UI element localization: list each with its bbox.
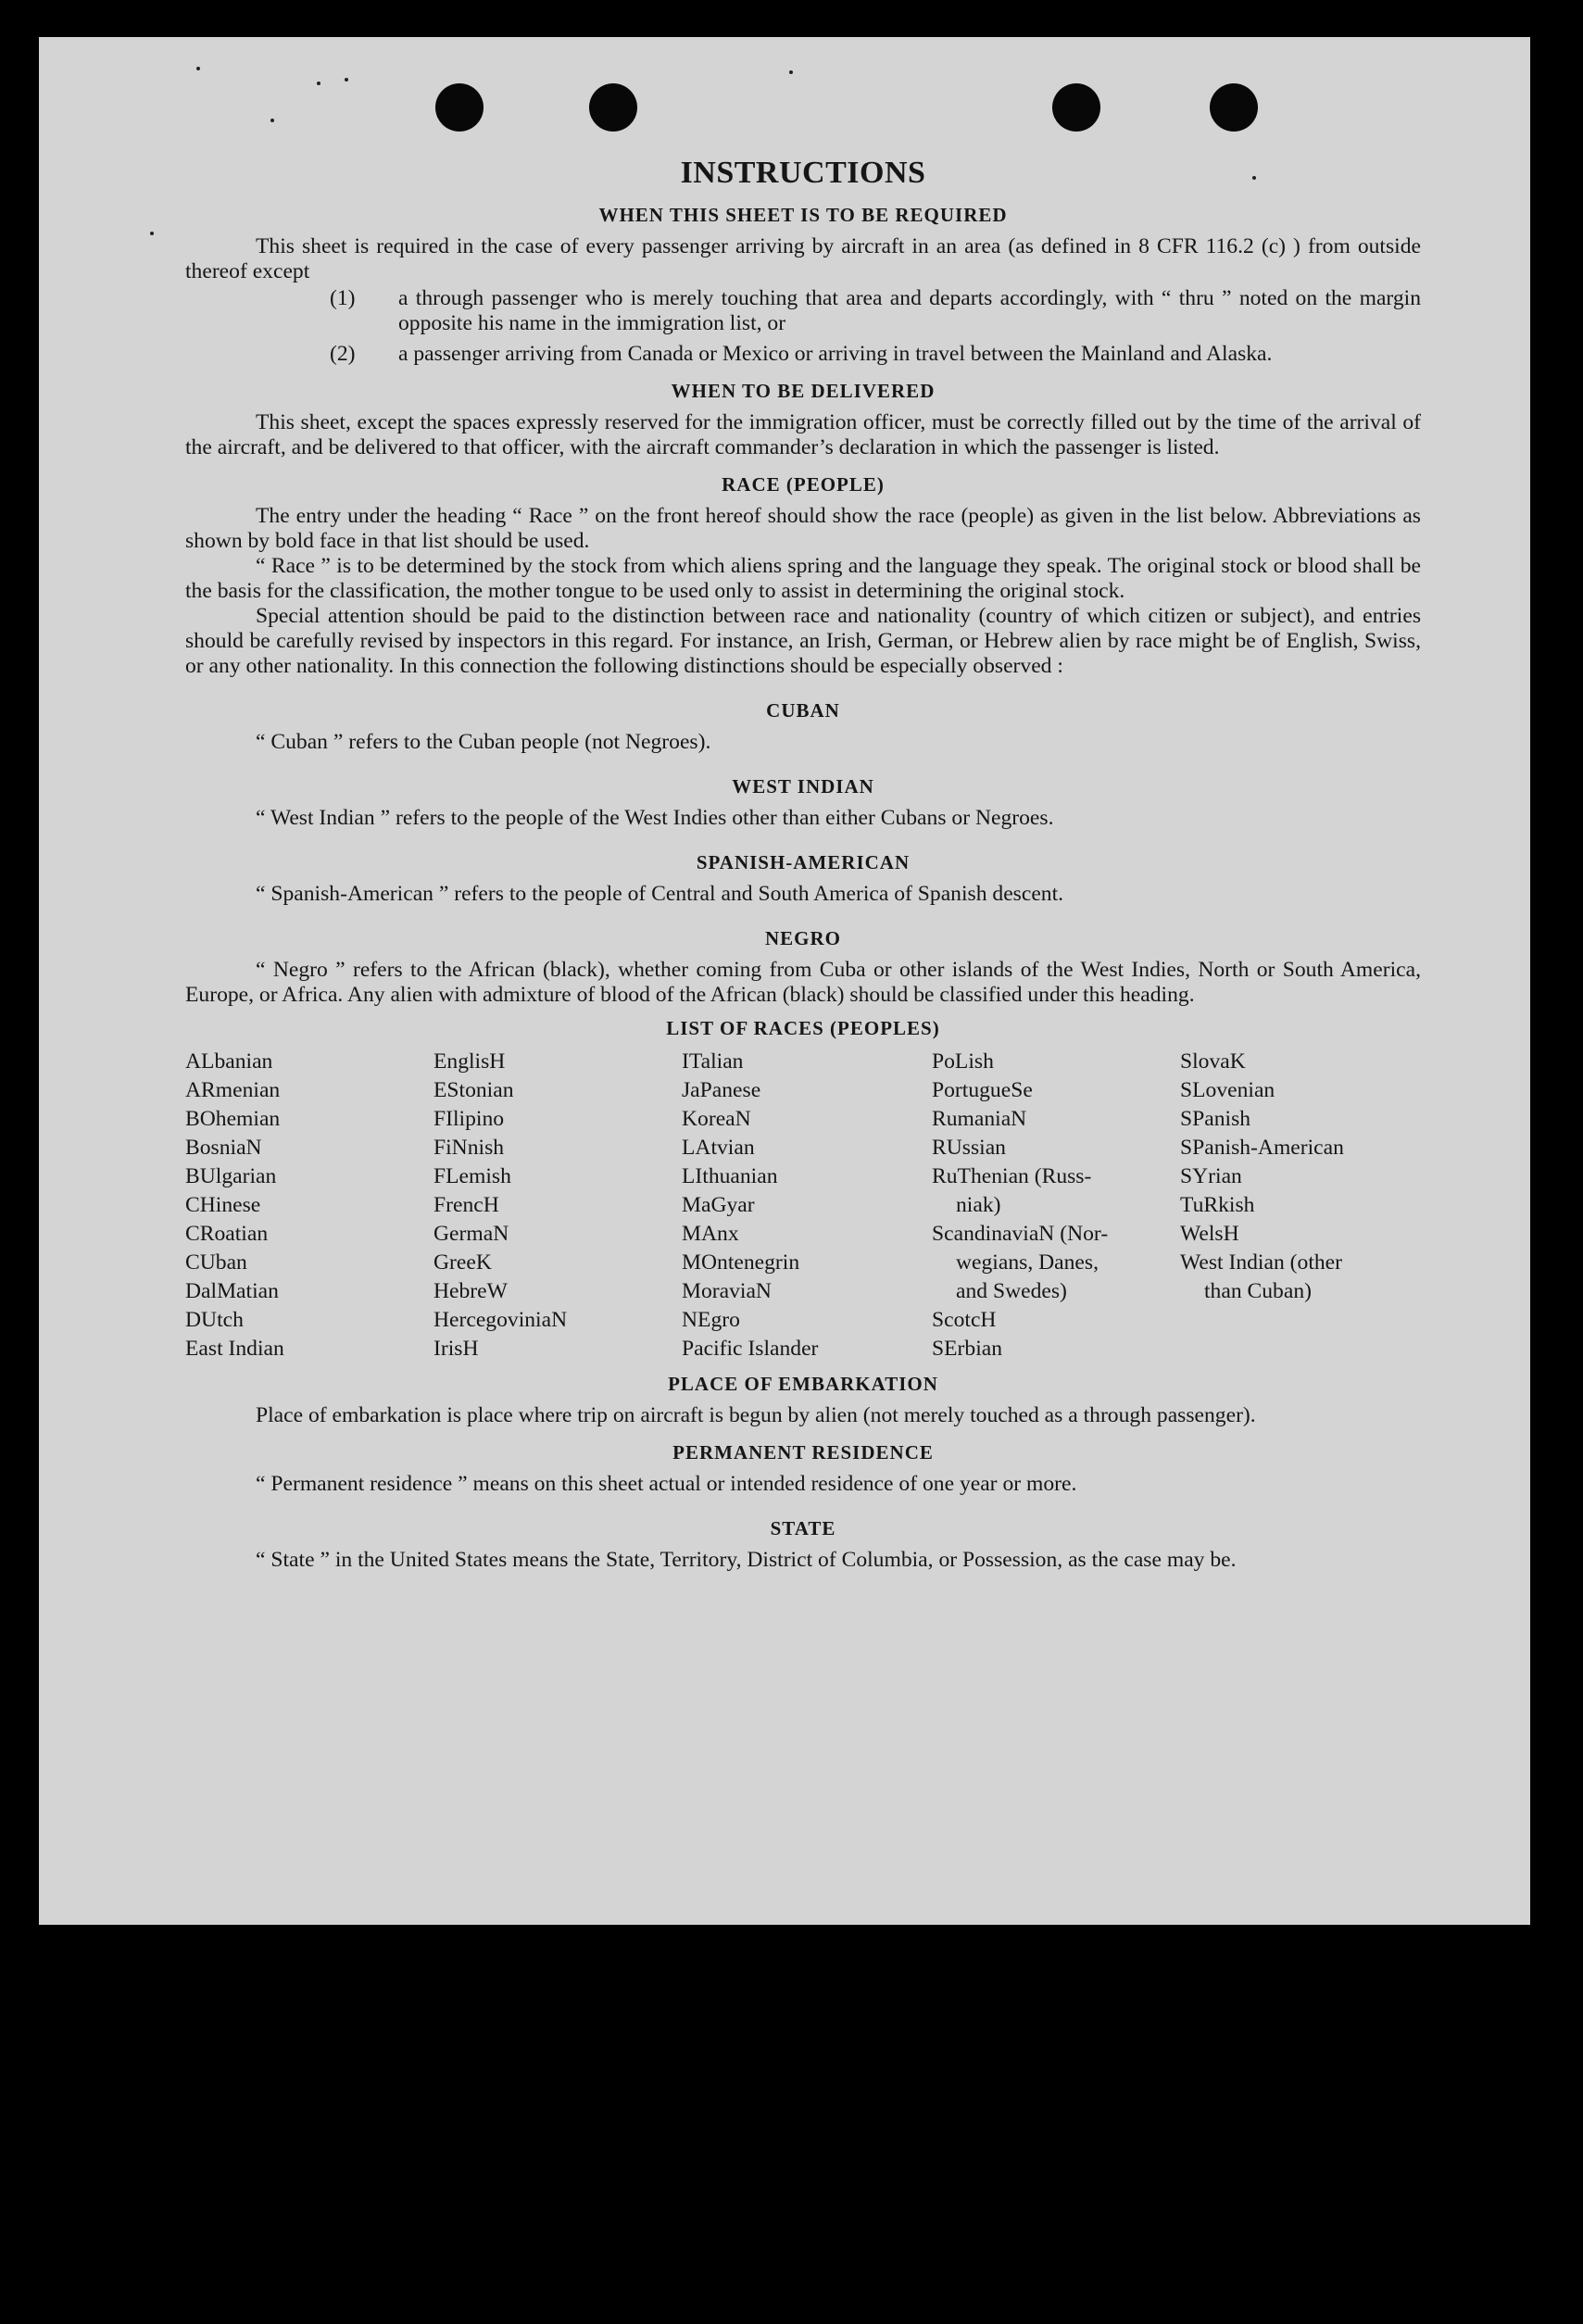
race-entry: MAnx bbox=[682, 1222, 739, 1246]
race-entry: MoraviaN bbox=[682, 1279, 772, 1303]
punch-hole bbox=[1210, 83, 1258, 132]
punch-hole bbox=[589, 83, 637, 132]
race-entry: CHinese bbox=[185, 1193, 261, 1217]
negro-definition: “ Negro ” refers to the African (black), whether coming from Cuba or other islands of the West Indies, North or South America, Europe, or Africa. Any alien with admixture of blood of the African (black) should be classified under this heading. bbox=[185, 958, 1421, 1007]
document-sheet bbox=[39, 37, 1530, 1925]
race-entry: NEgro bbox=[682, 1308, 740, 1332]
section-heading-embarkation: PLACE OF EMBARKATION bbox=[668, 1373, 938, 1395]
race-entry: ARmenian bbox=[185, 1078, 281, 1102]
race-column-5 bbox=[1180, 1048, 1421, 1363]
race-entry: GermaN bbox=[433, 1222, 509, 1246]
race-column-3 bbox=[682, 1048, 932, 1363]
punch-hole bbox=[435, 83, 484, 132]
instructions-content bbox=[185, 156, 1421, 1573]
race-entry: JaPanese bbox=[682, 1078, 761, 1102]
race-list-heading: LIST OF RACES (PEOPLES) bbox=[666, 1017, 940, 1039]
race-entry: HebreW bbox=[433, 1279, 508, 1303]
section-heading-residence: PERMANENT RESIDENCE bbox=[672, 1441, 934, 1463]
race-entry: FiNnish bbox=[433, 1136, 505, 1160]
race-entry: LIthuanian bbox=[682, 1164, 778, 1188]
race-entry: BUlgarian bbox=[185, 1164, 277, 1188]
race-entry: MaGyar bbox=[682, 1193, 755, 1217]
race-entry-continuation: wegians, Danes, bbox=[956, 1250, 1099, 1275]
race-column-4 bbox=[932, 1048, 1180, 1363]
exception-text: a through passenger who is merely touching that area and departs accordingly, with “ thru ” noted on the margin opposite his name in the immigration list, or bbox=[398, 286, 1421, 335]
race-entry: SYrian bbox=[1180, 1164, 1242, 1188]
exception-item-1 bbox=[185, 286, 1421, 336]
race-entry: ALbanian bbox=[185, 1049, 273, 1074]
scan-speck bbox=[345, 78, 348, 82]
section-heading-required: WHEN THIS SHEET IS TO BE REQUIRED bbox=[598, 204, 1008, 226]
race-entry: ScandinaviaN (Nor- bbox=[932, 1222, 1109, 1246]
section-heading-state: STATE bbox=[770, 1517, 836, 1539]
race-column-1 bbox=[185, 1048, 433, 1363]
race-entry: BosniaN bbox=[185, 1136, 262, 1160]
scan-speck bbox=[789, 70, 793, 74]
race-entry: WelsH bbox=[1180, 1222, 1239, 1246]
exception-number: (1) bbox=[330, 286, 356, 310]
punch-hole bbox=[1052, 83, 1100, 132]
race-entry: FIlipino bbox=[433, 1107, 505, 1131]
race-entry-continuation: niak) bbox=[956, 1193, 1001, 1217]
race-entry: SPanish bbox=[1180, 1107, 1251, 1131]
west-indian-definition: “ West Indian ” refers to the people of the West Indies other than either Cubans or Negroes. bbox=[256, 806, 1054, 830]
race-entry-continuation: than Cuban) bbox=[1204, 1279, 1312, 1303]
race-entry: EnglisH bbox=[433, 1049, 506, 1074]
race-entry: ITalian bbox=[682, 1049, 744, 1074]
race-entry: PoLish bbox=[932, 1049, 994, 1074]
scan-speck bbox=[150, 232, 154, 235]
race-entry: GreeK bbox=[433, 1250, 492, 1275]
race-entry: EStonian bbox=[433, 1078, 514, 1102]
required-paragraph: This sheet is required in the case of every passenger arriving by aircraft in an area (as defined in 8 CFR 116.2 (c) ) from outside thereof except bbox=[185, 234, 1421, 283]
scan-speck bbox=[196, 67, 200, 70]
race-entry: FrencH bbox=[433, 1193, 499, 1217]
race-entry: East Indian bbox=[185, 1337, 284, 1361]
race-entry: CRoatian bbox=[185, 1222, 269, 1246]
race-entry-continuation: and Swedes) bbox=[956, 1279, 1067, 1303]
race-paragraph-2: “ Race ” is to be determined by the stock from which aliens spring and the language they speak. The original stock or blood shall be the basis for the classification, the mother tongue to be used only to assist in determining the original stock. bbox=[185, 554, 1421, 603]
exception-item-2 bbox=[185, 342, 1421, 367]
residence-paragraph: “ Permanent residence ” means on this sheet actual or intended residence of one year or more. bbox=[256, 1472, 1077, 1496]
page-title: INSTRUCTIONS bbox=[680, 156, 926, 190]
race-entry: SPanish-American bbox=[1180, 1136, 1344, 1160]
race-entry: MOntenegrin bbox=[682, 1250, 800, 1275]
section-heading-cuban: CUBAN bbox=[766, 699, 840, 722]
race-entry: DUtch bbox=[185, 1308, 244, 1332]
race-paragraph-3: Special attention should be paid to the distinction between race and nationality (country of which citizen or subject), and entries should be carefully revised by inspectors in this regard. For instance, an Irish, German, or Hebrew alien by race might be of English, Swiss, or any other nationality. In this connection the following distinctions should be especially observed : bbox=[185, 604, 1421, 678]
section-heading-spanish-american: SPANISH-AMERICAN bbox=[696, 851, 911, 873]
race-entry: RuThenian (Russ- bbox=[932, 1164, 1092, 1188]
delivered-paragraph: This sheet, except the spaces expressly reserved for the immigration officer, must be correctly filled out by the time of the arrival of the aircraft, and be delivered to that officer, with the aircraft commander’s declaration in which the passenger is listed. bbox=[185, 410, 1421, 459]
state-paragraph: “ State ” in the United States means the State, Territory, District of Columbia, or Possession, as the case may be. bbox=[256, 1548, 1237, 1572]
race-list bbox=[185, 1048, 1421, 1363]
exception-number: (2) bbox=[330, 342, 356, 366]
cuban-definition: “ Cuban ” refers to the Cuban people (not Negroes). bbox=[256, 730, 711, 754]
race-entry: RumaniaN bbox=[932, 1107, 1027, 1131]
section-heading-delivered: WHEN TO BE DELIVERED bbox=[671, 380, 936, 402]
section-heading-race: RACE (PEOPLE) bbox=[722, 473, 885, 496]
race-entry: IrisH bbox=[433, 1337, 479, 1361]
race-entry: West Indian (other bbox=[1180, 1250, 1342, 1275]
race-entry: HercegoviniaN bbox=[433, 1308, 568, 1332]
race-entry: PortugueSe bbox=[932, 1078, 1033, 1102]
race-column-2 bbox=[433, 1048, 682, 1363]
spanish-american-definition: “ Spanish-American ” refers to the people of Central and South America of Spanish descent. bbox=[256, 882, 1064, 906]
scan-speck bbox=[317, 82, 320, 85]
section-heading-negro: NEGRO bbox=[764, 927, 841, 949]
race-entry: SlovaK bbox=[1180, 1049, 1246, 1074]
race-entry: BOhemian bbox=[185, 1107, 281, 1131]
race-entry: ScotcH bbox=[932, 1308, 997, 1332]
race-entry: DalMatian bbox=[185, 1279, 279, 1303]
race-entry: LAtvian bbox=[682, 1136, 755, 1160]
race-entry: FLemish bbox=[433, 1164, 511, 1188]
race-entry: SLovenian bbox=[1180, 1078, 1275, 1102]
race-paragraph-1: The entry under the heading “ Race ” on the front hereof should show the race (people) as given in the list below. Abbreviations as shown by bold face in that list should be used. bbox=[185, 504, 1421, 553]
embarkation-paragraph: Place of embarkation is place where trip on aircraft is begun by alien (not merely touched as a through passenger). bbox=[256, 1403, 1256, 1427]
race-entry: RUssian bbox=[932, 1136, 1006, 1160]
race-entry: KoreaN bbox=[682, 1107, 751, 1131]
race-entry: TuRkish bbox=[1180, 1193, 1255, 1217]
scan-speck bbox=[270, 119, 274, 122]
race-entry: SErbian bbox=[932, 1337, 1003, 1361]
race-entry: Pacific Islander bbox=[682, 1337, 819, 1361]
exception-text: a passenger arriving from Canada or Mexico or arriving in travel between the Mainland and Alaska. bbox=[398, 342, 1273, 366]
section-heading-west-indian: WEST INDIAN bbox=[732, 775, 874, 798]
race-entry: CUban bbox=[185, 1250, 247, 1275]
